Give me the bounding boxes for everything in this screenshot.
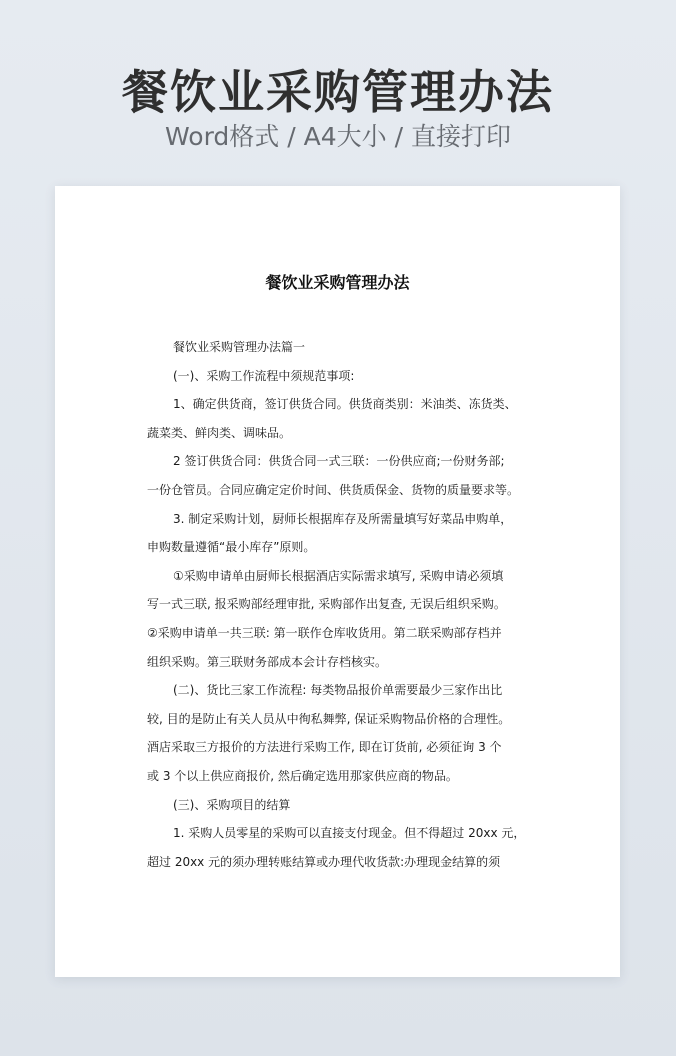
paragraph-line: 1、确定供货商，签订供货合同。供货商类别：米油类、冻货类、 <box>173 397 517 412</box>
paragraph-line: (二)、货比三家工作流程: 每类物品报价单需要最少三家作出比 <box>173 683 503 698</box>
paragraph-line: 写一式三联, 报采购部经理审批, 采购部作出复查, 无误后组织采购。 <box>147 597 506 612</box>
paragraph-line: ①采购申请单由厨师长根据酒店实际需求填写, 采购申请必须填 <box>173 568 504 583</box>
paragraph-line: 2 签订供货合同：供货合同一式三联：一份供应商;一份财务部; <box>173 454 505 469</box>
section-heading: 餐饮业采购管理办法篇一 <box>173 340 306 354</box>
document-title: 餐饮业采购管理办法 <box>265 273 410 292</box>
paragraph-line: 1. 采购人员零星的采购可以直接支付现金。但不得超过 20xx 元， <box>173 826 526 841</box>
paragraph-line: 或 3 个以上供应商报价, 然后确定选用那家供应商的物品。 <box>147 768 458 783</box>
paragraph-line: 一份仓管员。合同应确定定价时间、供货质保金、货物的质量要求等。 <box>147 482 520 497</box>
banner-subtitle: Word格式 / A4大小 / 直接打印 <box>165 122 511 151</box>
banner-title: 餐饮业采购管理办法 <box>122 65 554 119</box>
paragraph-line: 蔬菜类、鲜肉类、调味品。 <box>147 425 292 440</box>
paragraph-line: 3. 制定采购计划，厨师长根据库存及所需量填写好菜品申购单， <box>173 511 513 526</box>
document-page <box>55 186 620 977</box>
document-body <box>147 333 532 876</box>
paragraph-line: (一)、采购工作流程中须规范事项: <box>173 368 355 383</box>
paragraph-line: (三)、采购项目的结算 <box>173 797 291 812</box>
paragraph-line: 申购数量遵循“最小库存”原则。 <box>147 540 316 555</box>
paragraph-line: ②采购申请单一共三联: 第一联作仓库收货用。第二联采购部存档并 <box>147 625 502 640</box>
paragraph-line: 酒店采取三方报价的方法进行采购工作, 即在订货前, 必须征询 3 个 <box>147 740 502 755</box>
paragraph-line: 超过 20xx 元的须办理转账结算或办理代收货款:办理现金结算的须 <box>147 854 501 869</box>
paragraph-line: 组织采购。第三联财务部成本会计存档核实。 <box>147 654 388 669</box>
paragraph-line: 较, 目的是防止有关人员从中徇私舞弊, 保证采购物品价格的合理性。 <box>147 711 511 726</box>
